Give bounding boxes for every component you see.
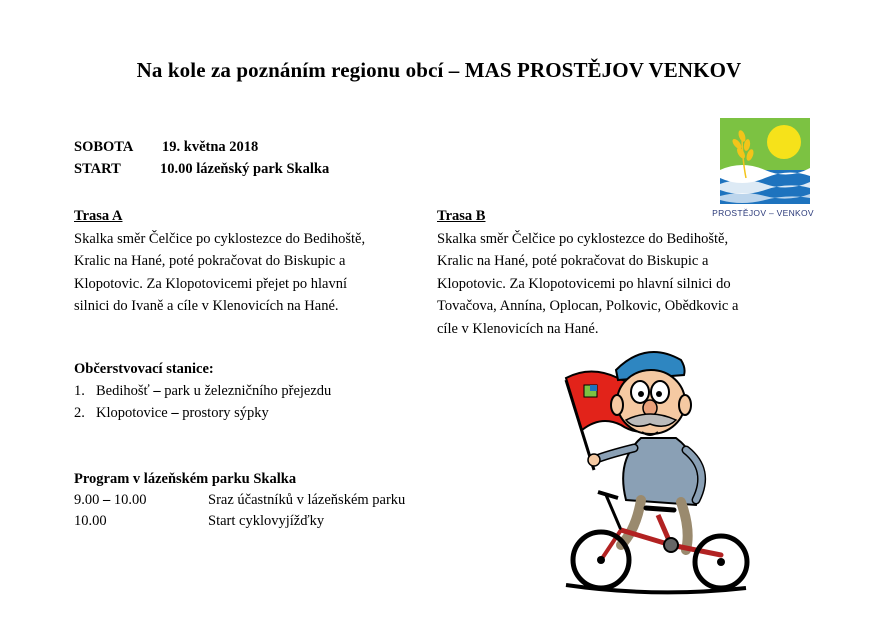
list-item xyxy=(74,380,331,402)
route-a-line: Skalka směr Čelčice po cyklostezce do Bedihoště, xyxy=(74,230,366,247)
logo-text: PROSTĚJOV – VENKOV xyxy=(712,208,814,218)
item-number: 2. xyxy=(74,405,85,421)
program-heading: Program v lázeňském parku Skalka xyxy=(74,471,297,487)
program-desc: Sraz účastníků v lázeňském parku xyxy=(208,492,406,508)
route-b-title: Trasa B xyxy=(437,208,486,224)
refreshment-stations xyxy=(74,358,331,424)
route-a-title: Trasa A xyxy=(74,208,123,224)
station-place: Bedihošť xyxy=(96,383,150,399)
date-value: 19. května 2018 xyxy=(162,139,259,155)
program-desc: Start cyklovyjížďky xyxy=(208,513,325,529)
event-start xyxy=(74,161,329,178)
station-place: Klopotovice xyxy=(96,405,168,421)
list-item xyxy=(74,402,331,424)
stations-list xyxy=(74,380,331,424)
station-desc: prostory sýpky xyxy=(182,405,269,421)
route-a-line: silnici do Ivaně a cíle v Klenovicích na Hané. xyxy=(74,298,339,314)
start-label: START xyxy=(74,161,121,177)
route-a-line: Klopotovic. Za Klopotovicemi přejet po hlavní xyxy=(74,275,348,292)
event-date xyxy=(74,139,258,156)
time-from: 10.00 xyxy=(74,513,107,529)
route-b xyxy=(437,205,782,340)
route-b-line: Tovačova, Annína, Oplocan, Polkovic, Obědkovic a xyxy=(437,298,739,314)
station-desc: park u železničního přejezdu xyxy=(164,383,332,399)
time-to: 10.00 xyxy=(113,492,147,508)
program xyxy=(74,469,405,532)
route-b-line: Kralic na Hané, poté pokračovat do Biskupic a xyxy=(437,253,709,269)
start-value: 10.00 lázeňský park Skalka xyxy=(160,161,330,177)
date-label: SOBOTA xyxy=(74,139,134,155)
mas-logo xyxy=(700,118,826,224)
route-b-line: cíle v Klenovicích na Hané. xyxy=(437,320,599,337)
route-b-line: Skalka směr Čelčice po cyklostezce do Bedihoště, xyxy=(437,230,729,247)
page-title: Na kole za poznáním regionu obcí – MAS PROSTĚJOV VENKOV xyxy=(136,58,742,82)
logo-emblem-icon xyxy=(720,118,810,204)
program-row xyxy=(74,490,405,511)
program-row xyxy=(74,511,405,532)
stations-heading: Občerstvovací stanice: xyxy=(74,361,214,377)
cyclist-cartoon-icon xyxy=(546,330,776,610)
route-a-line: Kralic na Hané, poté pokračovat do Biskupic a xyxy=(74,253,346,269)
item-number: 1. xyxy=(74,383,85,399)
program-time xyxy=(74,511,208,532)
program-time xyxy=(74,490,208,511)
dash: – xyxy=(103,492,111,508)
dash: – xyxy=(153,383,161,399)
time-from: 9.00 xyxy=(74,492,100,508)
route-a xyxy=(74,205,414,318)
route-b-line: Klopotovic. Za Klopotovicemi po hlavní silnici do xyxy=(437,275,731,292)
dash: – xyxy=(171,405,179,421)
